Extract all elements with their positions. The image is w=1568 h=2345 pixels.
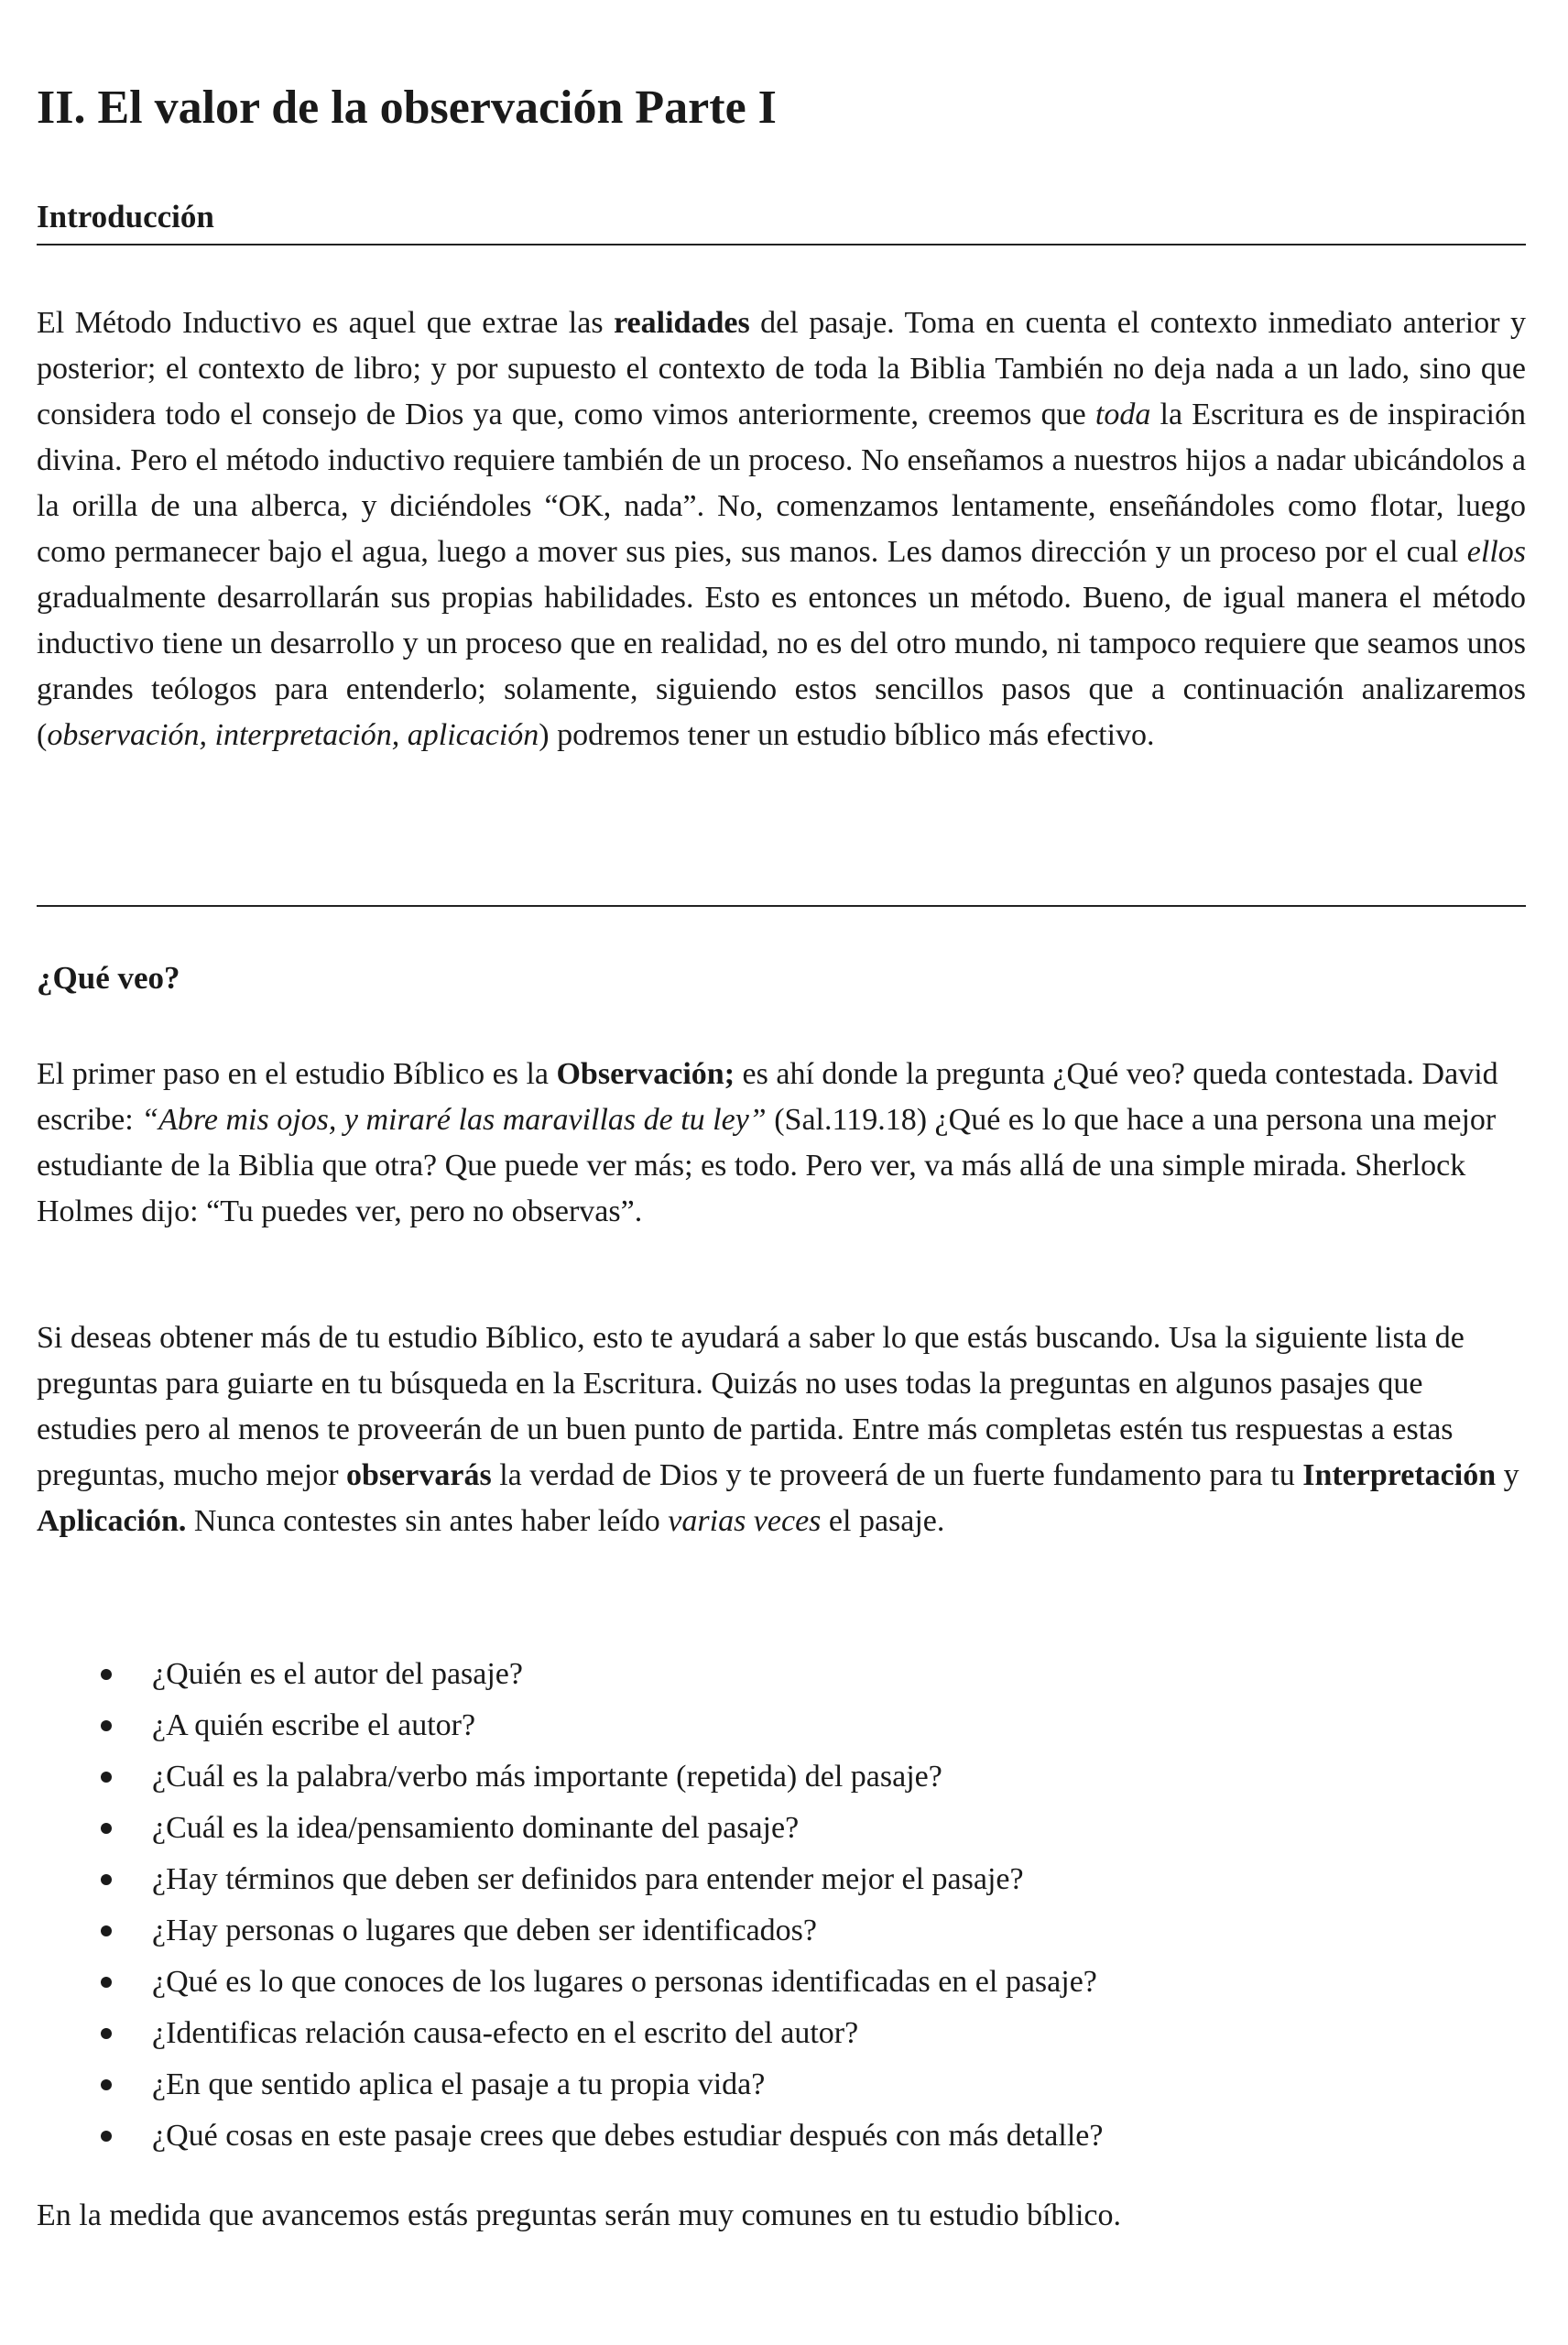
italic-text-run: toda [1094,398,1151,431]
question-text: ¿En que sentido aplica el pasaje a tu propia vida? [152,2067,766,2101]
text-run: el pasaje. [821,1504,945,1538]
section-heading-que-veo: ¿Qué veo? [37,960,180,996]
text-run: del pasaje. Toma en cuenta el contexto inmediato anterior y posterior; el contexto de libro; y por supuesto el contexto de toda la Biblia También no deja nada a un lado, sino que considera todo el consejo de Dios ya que, como vimos anteriormente, creemos que [37,306,1527,431]
question-item [37,2008,1526,2059]
divider-rule [37,244,1526,245]
text-run: la verdad de Dios y te proveerá de un fuerte fundamento para tu [491,1458,1303,1492]
italic-text-run: varias veces [668,1504,822,1538]
intro-paragraph [37,300,1526,758]
observation-paragraph [37,1052,1526,1235]
bold-text-run: observarás [346,1458,492,1492]
bold-text-run: Observación; [556,1057,735,1091]
bullet-icon [101,2079,112,2090]
bold-text-run: realidades [614,306,750,340]
bullet-icon [101,1669,112,1680]
text-run: Si deseas obtener más de tu estudio Bíblico, esto te ayudará a saber lo que estás buscando. Usa la siguiente lista de preguntas para guiarte en tu búsqueda en la Escritura. Quizás no uses todas la preguntas en algunos pasajes que estudies pero al menos te proveerán de un buen punto de partida. Entre más completas estén tus respuestas a estas preguntas, mucho mejor [37,1321,1465,1492]
bullet-icon [101,1925,112,1936]
text-run: es ahí donde la pregunta ¿Qué veo? queda contestada. David escribe: [37,1057,1498,1137]
text-run: gradualmente desarrollarán sus propias habilidades. Esto es entonces un método. Bueno, de igual manera el método inductivo tiene un desarrollo y un proceso que en realidad, no es del otro mundo, ni tampoco requiere que seamos unos grandes teólogos para entenderlo; solamente, siguiendo estos sencillos pasos que a continuación analizaremos ( [37,581,1526,752]
text-run: El Método Inductivo es aquel que extrae las [37,306,615,340]
question-item [37,2059,1526,2110]
question-text: ¿Quién es el autor del pasaje? [152,1657,523,1691]
text-run: la Escritura es de inspiración divina. Pero el método inductivo requiere también de un proceso. No enseñamos a nuestros hijos a nadar ubicándolos a la orilla de una alberca, y diciéndoles “OK, nada”. No, comenzamos lentamente, enseñándoles como flotar, luego como permanecer bajo el agua, luego a mover sus pies, sus manos. Les damos dirección y un proceso por el cual [37,398,1527,569]
question-item [37,1700,1526,1751]
question-text: ¿Qué es lo que conoces de los lugares o personas identificadas en el pasaje? [152,1965,1097,1999]
question-item [37,1803,1526,1854]
text-run: El primer paso en el estudio Bíblico es la [37,1057,557,1091]
question-text: ¿Hay términos que deben ser definidos para entender mejor el pasaje? [152,1862,1024,1896]
divider-rule [37,905,1526,907]
question-item [37,1649,1526,1700]
question-text: ¿Cuál es la palabra/verbo más importante (repetida) del pasaje? [152,1760,942,1794]
question-item [37,1854,1526,1905]
question-text: ¿Cuál es la idea/pensamiento dominante del pasaje? [152,1811,800,1845]
question-text: ¿Identificas relación causa-efecto en el escrito del autor? [152,2016,859,2050]
questions-list [37,1649,1526,2162]
section-heading-introduccion: Introducción [37,199,214,234]
question-item [37,1905,1526,1957]
text-run: Nunca contestes sin antes haber leído [186,1504,669,1538]
bold-text-run: Aplicación. [37,1504,187,1538]
bullet-icon [101,2028,112,2039]
bullet-icon [101,2131,112,2142]
question-item [37,1751,1526,1803]
question-item [37,2110,1526,2162]
bullet-icon [101,1874,112,1885]
question-text: ¿Hay personas o lugares que deben ser identificados? [152,1914,818,1947]
italic-text-run: observación, interpretación, aplicación [47,718,539,752]
bold-text-run: Interpretación [1302,1458,1497,1492]
question-text: ¿Qué cosas en este pasaje crees que debes estudiar después con más detalle? [152,2119,1104,2153]
bullet-icon [101,1977,112,1988]
questions-intro-paragraph [37,1315,1526,1544]
text-run: ) podremos tener un estudio bíblico más efectivo. [539,718,1155,752]
bullet-icon [101,1823,112,1834]
text-run: y [1496,1458,1519,1492]
italic-text-run: “Abre mis ojos, y miraré las maravillas de tu ley” [141,1103,767,1137]
question-item [37,1957,1526,2008]
bullet-icon [101,1772,112,1783]
page-title: II. El valor de la observación Parte I [37,82,777,134]
closing-paragraph: En la medida que avancemos estás preguntas serán muy comunes en tu estudio bíblico. [37,2198,1122,2232]
question-text: ¿A quién escribe el autor? [152,1708,476,1742]
bullet-icon [101,1720,112,1731]
italic-text-run: ellos [1466,535,1526,569]
text-run: (Sal.119.18) ¿Qué es lo que hace a una persona una mejor estudiante de la Biblia que otra? Que puede ver más; es todo. Pero ver, va más allá de una simple mirada. Sherlock Holmes dijo: “Tu puedes ver, pero no observas”. [37,1103,1497,1228]
